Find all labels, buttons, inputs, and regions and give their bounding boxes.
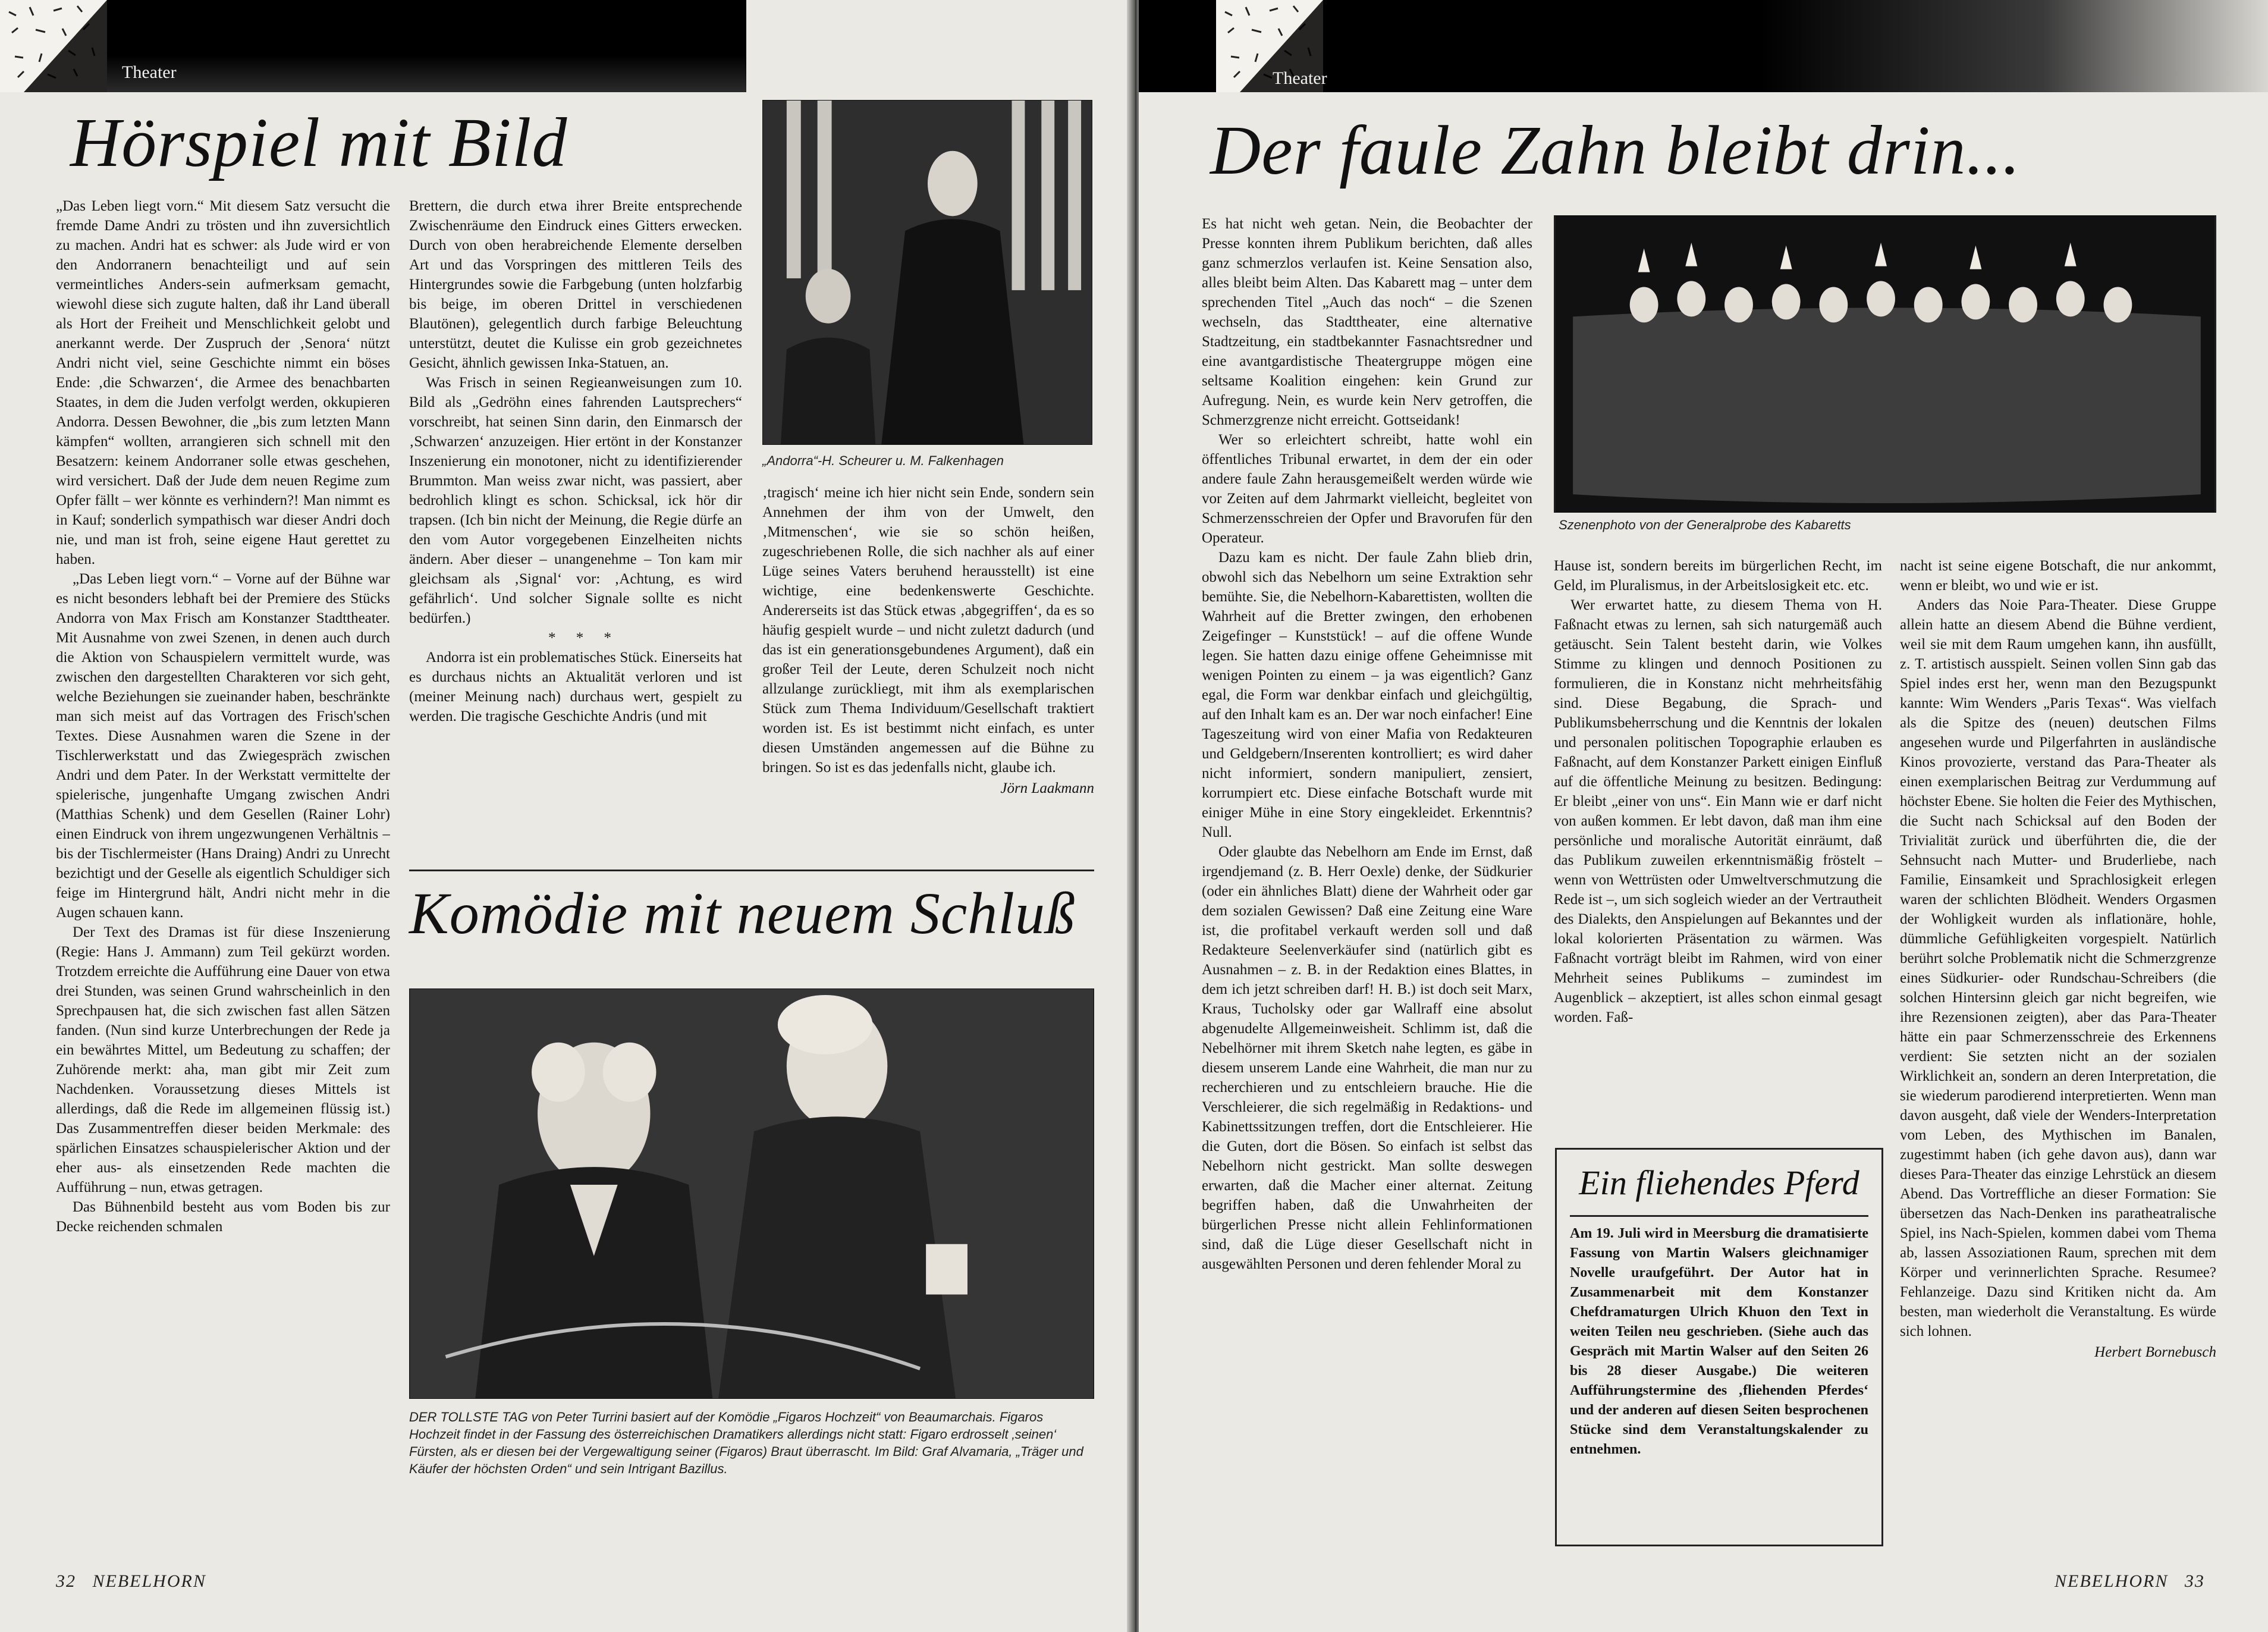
andorra-photo: [762, 100, 1092, 445]
article-column-2: [409, 196, 742, 856]
paragraph: „Das Leben liegt vorn.“ Mit diesem Satz versucht die fremde Dame Andri zu trösten und ihn zuversichtlich zu machen. Andri hat es schwer: als Jude wird er von den Andorranern benachteiligt und auf sein vermeintliches Anders-sein aufmerksam gemacht, wiewohl diese sich zugute halten, daß ihr Land überall als Hort der Freiheit und Menschlichkeit gelobt und anerkannt werde. Der Zuspruch der ‚Senora‘ nützt Andri nicht viel, seine Geschichte nimmt ein böses Ende: ‚die Schwarzen‘, die Armee des benachbarten Staates, in dem die Juden verfolgt werden, okkupieren Andorra. Dessen Bewohner, die „bis zum letzten Mann kämpfen“ wollten, arrangieren sich schnell mit den Besatzern: keinem Andorraner solle etwas geschehen, wird versichert. Daß der Jude dem neuen Regime zum Opfer fällt – wer könnte es verhindern?! Man nimmt es in Kauf; sonderlich sympathisch war dieser Andri doch nie, und man ist froh, seine eigene Haut gerettet zu haben.: [56, 198, 390, 567]
right-page: [1139, 0, 2268, 1632]
article-headline: Der faule Zahn bleibt drin...: [1210, 111, 2021, 189]
paragraph: Was Frisch in seinen Regieanweisungen zum 10. Bild als „Gedröhn eines fahrenden Lautsprechers“ vorschreibt, hat seinen Sinn darin, den Einmarsch der ‚Schwarzen‘ anzuzeigen. Hier ertönt in der Konstanzer Inszenierung ein monotoner, nicht zu identifizierender Brummton. Man weiss zwar nicht, was passiert, aber bedrohlich klingt es schon. Schicksal, ick hör dir trapsen. (Ich bin nicht der Meinung, die Regie dürfe an den vom Autor vorgegebenen Einzelheiten nichts ändern. Aber dieser – unangenehme – Ton kam mir gleichsam als ‚Signal‘ vor: ‚Achtung, es wird gefährlich‘. Und solcher Signale sollte es nicht bedürfen.): [409, 375, 742, 626]
article-column-3: [1900, 556, 2216, 1552]
page-number: 33: [2184, 1571, 2205, 1591]
article-headline-2: Komödie mit neuem Schluß: [409, 880, 1076, 946]
author-credit: Jörn Laakmann: [1000, 780, 1094, 796]
komoedie-photo: [409, 988, 1094, 1399]
article-column-2: [1554, 556, 1882, 1133]
paragraph: Brettern, die durch etwa ihrer Breite entsprechende Zwischenräume den Eindruck eines Gitters erwecken. Durch von oben herabreichende Elemente derselben Art und das Vorspringen des mittleren Teils des Hintergrundes sowie die Farbgebung (unten holzfarbig bis beige, im oberen Drittel in verschiedenen Blautönen), gelegentlich durch farbige Beleuchtung unterstützt, deutet die Kulisse ein grob gezeichnetes Gesicht, ähnlich gewissen Inka-Statuen, an.: [409, 198, 742, 371]
paragraph: Oder glaubte das Nebelhorn am Ende im Ernst, daß irgendjemand (z. B. Herr Oexle) denke, der Südkurier (oder ein ähnliches Blatt) diene der Wahrheit oder gar dem sozialen Gewissen? Daß eine Zeitung eine Ware ist, die profitabel verkauft werden soll und daß Redakteure Seelenverkäufer sind (natürlich gibt es Ausnahmen – z. B. in der Redaktion eines Blattes, in dem ich jetzt schreiben darf! H. B.) ist doch seit Marx, Kraus, Tucholsky oder gar Wallraff eine absolut abgenudelte Allgemeinweisheit. Schlimm ist, daß die Nebelhörner mit ihrem Sketch nahe legten, es gäbe in diesem unserem Lande eine Wahrheit, die man nur zu recherchieren und zu entschleiern brauche. Hie die Verschleierer, die sich regelmäßig in Redaktions- und Kabinettssitzungen treffen, dort die Entschleierer. Hie die Guten, dort die Bösen. So einfach ist selbst das Nebelhorn nicht gestrickt. Man sollte deswegen erwarten, daß die Macher einer alternat. Zeitung begriffen haben, daß die Unwahrheiten der bürgerlichen Presse nicht allein Fehlinformationen sind, daß die Lüge dieser Gesellschaft nicht in ausgewählten Personen und deren fehlender Moral zu: [1202, 844, 1532, 1272]
info-box-text: Am 19. Juli wird in Meersburg die dramatisierte Fassung von Martin Walsers gleichnamiger Novelle uraufgeführt. Der Autor hat in Zusammenarbeit mit dem Konstanzer Chefdramaturgen Ulrich Khuon den Text in weiten Teilen neu geschrieben. (Siehe auch das Gespräch mit Martin Walser auf den Seiten 26 bis 28 dieser Ausgabe.) Die weiteren Aufführungstermine des ‚fliehenden Pferdes‘ und der anderen auf diesen Seiten besprochenen Stücke sind dem Veranstaltungskalender zu entnehmen.: [1570, 1226, 1868, 1457]
paragraph: Wer erwartet hatte, zu diesem Thema von H. Faßnacht etwas zu lernen, sah sich naturgemäß auch getäuscht. Sein Talent besteht darin, wie Volkes Stimme zu klingen und dennoch Positionen zu formulieren, die in Konstanz nicht mehrheitsfähig sind. Diese Begabung, die Sprach- und Publikumsbeherrschung und die Kenntnis der lokalen und personalen politischen Topographie erlauben es Faßnacht, auf dem Konstanzer Parkett einigen Einfluß auf die öffentliche Meinung zu besitzen. Bedingung: Er bleibt „einer von uns“. Ein Mann wie er darf nicht von außen kommen. Er lebt davon, daß man ihm eine persönliche und moralische Autorität einräumt, daß das Publikum zuweilen erkenntnismäßig fröstelt – wenn von Wettrüsten oder Umweltverschmutzung die Rede ist –, um sich sogleich wieder an der Vertrautheit des Dialekts, den Anspielungen auf Bekanntes und der lokal kolorierten Präsentation zu wärmen. Was Faßnacht vorträgt bleibt im Rahmen, wird von einer Mehrheit seines Publikums – zumindest im Augenblick – akzeptiert, ist alles schon einmal gesagt worden. Faß-: [1554, 597, 1882, 1025]
paragraph: Anders das Noie Para-Theater. Diese Gruppe allein hatte an diesem Abend die Bühne verdient, weil sie mit dem Raum umgehen kann, ihn ausfüllt, z. T. artistisch ausspielt. Seinen vollen Sinn gab das Spiel indes erst her, wenn man den Bezugspunkt kannte: Wim Wenders „Paris Texas“. Was vielfach als die Spitze des (neuen) deutschen Films angesehen wurde und Pilgerfahrten in ausländische Kinos provozierte, verstand das Para-Theater als einen exemplarischen Beitrag zur Verdummung auf höchster Ebene. Sie holten die Feier des Mythischen, die Sucht nach Schicksal auf den Boden der Trivialität zurück und überführten die, die der Sehnsucht nach Mutter- und Bruderliebe, nach Familie, Einsamkeit und Sprachlosigkeit erlegen waren der schlichten Blödheit. Wenders Orgasmen der Wohligkeit wurden als inflationäre, hohle, dümmliche Gefühligkeiten vorgespielt. Natürlich berührt solche Problematik nicht die Schmerzgrenze eines Südkurier- oder Rundschau-Schreibers (die solchen Hintersinn gleich gar nicht begreifen, wie ihre Rezensionen zeigten), aber das Para-Theater hätte ein paar Schmerzensschreie des Erkennens verdient: Sie setzten nicht an der sozialen Wirklichkeit an, sondern an deren Interpretation, die sie wiederum parodierend interpretierten. Wenn man davon ausgeht, daß viele der Wenders-Interpretation vom Leben, des Mythischen im Banalen, zugestimmt haben (ich gehe davon aus), dann war dieses Para-Theater das einzige Lehrstück an diesem Abend. Das Vortreffliche an dieser Formation: Sie übersetzen das Nach-Denken ins paratheatralische Spiel, ins Nach-Spielen, kommen dabei vom Thema ab, lassen Assoziationen Raum, sprechen mit dem Körper und verinnerlichten Sprache. Resumee? Fehlanzeige. Dazu sind Kritiken nicht da. Am besten, man wiederholt die Veranstaltung. Es würde sich lohnen.: [1900, 597, 2216, 1339]
article-headline: Hörspiel mit Bild: [70, 103, 568, 181]
paragraph: Dazu kam es nicht. Der faule Zahn blieb drin, obwohl sich das Nebelhorn um seine Extraktion sehr bemühte. Sie, die Nebelhorn-Kabarettisten, wollten die Wahrheit auf die Bretter zwingen, den erhobenen Zeigefinger – Kunststück! – auf die offene Wunde legen. Sie hatten dazu einige offene Geheimnisse mit wenigen Pointen zu einem – ja was eigentlich? Ganz egal, die Form war denkbar einfach und gleichgültig, auf den Inhalt kam es an. Der war noch einfacher! Eine Tageszeitung wird von einer Mafia von Redakteuren und Geldgebern/Inserenten kontrolliert; es wird daher nicht informiert, sondern manipuliert, zensiert, korrumpiert etc. Diese einfache Botschaft wurde mit einiger Mühe in eine Story eingekleidet. Erkenntnis? Null.: [1202, 550, 1532, 840]
header-band: [0, 0, 746, 92]
section-label: Theater: [122, 62, 177, 82]
article-divider-rule: [409, 870, 1094, 871]
section-divider: * * *: [548, 630, 620, 646]
page-number: 32: [56, 1571, 76, 1591]
photo-caption: Szenenphoto von der Generalprobe des Kabaretts: [1559, 517, 1851, 532]
kabarett-photo: [1554, 215, 2216, 513]
paragraph: Wer so erleichtert schreibt, hatte wohl ein öffentliches Tribunal erwartet, in dem der ein oder andere faule Zahn herausgemeißelt werden würde wie vor Zeiten auf dem Jahrmarkt vielleicht, begleitet von Schmerzensschreien der Opfer und Bravorufen für den Operateur.: [1202, 432, 1532, 546]
article-column-3: [762, 483, 1094, 864]
page-footer: [2055, 1571, 2205, 1592]
author-credit: Herbert Bornebusch: [2094, 1344, 2216, 1360]
page-footer: [56, 1571, 206, 1592]
info-box: [1555, 1148, 1883, 1546]
paragraph: Hause ist, sondern bereits im bürgerlichen Recht, im Geld, im Pluralismus, in der Arbeitslosigkeit etc. etc.: [1554, 558, 1882, 594]
magazine-name: NEBELHORN: [2055, 1571, 2169, 1591]
confetti-pattern: [0, 0, 107, 92]
paragraph: „Das Leben liegt vorn.“ – Vorne auf der Bühne war es nicht besonders lebhaft bei der Premiere des Stücks Andorra von Max Frisch am Konstanzer Stadttheater. Mit Ausnahme von zwei Szenen, in denen auch durch die Aktion von Schauspielern vermittelt wurde, was zwischen den dargestellten Charakteren vor sich geht, welche Beziehungen sie zueinander haben, beschränkte man sich meist auf das Vortragen des Frisch'schen Textes. Diese Ausnahmen waren die Szene in der Tischlerwerkstatt und das Zwiegespräch zwischen Andri und dem Pater. In der Werkstatt vermittelte der spielerische, jungenhafte Umgang zwischen Andri (Matthias Schenk) und dem Gesellen (Rainer Lohr) einen Eindruck von ihrem ungezwungenen Verhältnis – bis der Tischlermeister (Hans Draing) Andri zu Unrecht bezichtigt und der Geselle als eigentlich Schuldiger sich feige im Hintergrund hält, Andri nicht mehr in die Augen schauen kann.: [56, 571, 390, 921]
paragraph: Andorra ist ein problematisches Stück. Einerseits hat es durchaus nichts an Aktualität verloren und ist (meiner Meinung nach) durchaus wert, gespielt zu werden. Die tragische Geschichte Andris (und mit: [409, 649, 742, 724]
article-column-1: [1202, 214, 1532, 1552]
photo-caption: „Andorra“-H. Scheurer u. M. Falkenhagen: [762, 453, 1004, 468]
section-label: Theater: [1273, 68, 1327, 88]
paragraph: Es hat nicht weh getan. Nein, die Beobachter der Presse konnten ihrem Publikum berichten, daß alles ganz schmerzlos verlaufen ist. Keine Sensation also, alles bleibt beim Alten. Das Kabarett mag – unter dem sprechenden Titel „Auch das noch“ – die Szenen wechseln, das Stadttheater, eine alternative Stadtzeitung, ein stadtbekannter Fasnachtsredner und eine avantgardistische Theatergruppe mögen eine seltsame Koalition eingehen: kein Grund zur Aufregung. Nein, es wurde kein Nerv getroffen, die Schmerzgrenze nicht erreicht. Gottseidank!: [1202, 216, 1532, 428]
paragraph: Der Text des Dramas ist für diese Inszenierung (Regie: Hans J. Ammann) zum Teil gekürzt worden. Trotzdem erreichte die Aufführung eine Dauer von etwa drei Stunden, was seinen Grund wahrscheinlich in den Sprechpausen hat, die sich zwischen fast allen Sätzen fanden. (Nun sind kurze Unterbrechungen der Rede ja ein bewährtes Mittel, um Bedeutung zu schaffen; der Zuhörende merkt: aha, man gibt mir Zeit zum Nachdenken. Voraussetzung dieses Mittels ist allerdings, daß die Rede im allgemeinen flüssig ist.) Das Zusammentreffen dieser beiden Merkmale: des spärlichen Einsatzes schauspielerischer Aktion und der eher aus- als einsetzenden Rede machten die Aufführung – nun, etwas getragen.: [56, 924, 390, 1195]
photo-caption-2: DER TOLLSTE TAG von Peter Turrini basiert auf der Komödie „Figaros Hochzeit“ von Beaumarchais. Figaros Hochzeit findet in der Fassung des österreichischen Dramatikers allerdings nicht statt: Figaro erdrosselt ‚seinen‘ Fürsten, als er diesen bei der Vergewaltigung seiner (Figaros) Braut überrascht. Im Bild: Graf Alvamaria, „Träger und Käufer der höchsten Orden“ und sein Intrigant Bazillus.: [409, 1410, 1083, 1476]
paragraph: ‚tragisch‘ meine ich hier nicht sein Ende, sondern sein Annehmen der ihm von der Umwelt, den ‚Mitmenschen‘, wie sie so schön heißen, zugeschriebenen Rolle, die sich nachher als auf einer Lüge seines Vaters beruhend herausstellt) ist eine wichtige, eine bedenkenswerte Geschichte. Andererseits ist das Stück etwas ‚abgegriffen‘, da es so häufig gespielt wurde – und nicht zuletzt dadurch (und das ist ein generationsgebundenes Argument), daß ein großer Teil der Leute, deren Schulzeit noch nicht allzulange zurückliegt, mit ihm als exemplarischen Stück zum Thema Individuum/Gesellschaft traktiert worden ist. Es ist bestimmt nicht einfach, es unter diesen Umständen angemessen auf die Bühne zu bringen. So ist es das jedenfalls nicht, glaube ich.: [762, 485, 1094, 776]
paragraph: nacht ist seine eigene Botschaft, die nur ankommt, wenn er bleibt, wo und wie er ist.: [1900, 558, 2216, 594]
left-page: [0, 0, 1133, 1632]
article-column-1: [56, 196, 390, 1552]
paragraph: Das Bühnenbild besteht aus vom Boden bis zur Decke reichenden schmalen: [56, 1199, 390, 1235]
info-box-rule: [1570, 1215, 1868, 1217]
magazine-name: NEBELHORN: [92, 1571, 206, 1591]
info-box-title: Ein fliehendes Pferd: [1579, 1163, 1859, 1202]
